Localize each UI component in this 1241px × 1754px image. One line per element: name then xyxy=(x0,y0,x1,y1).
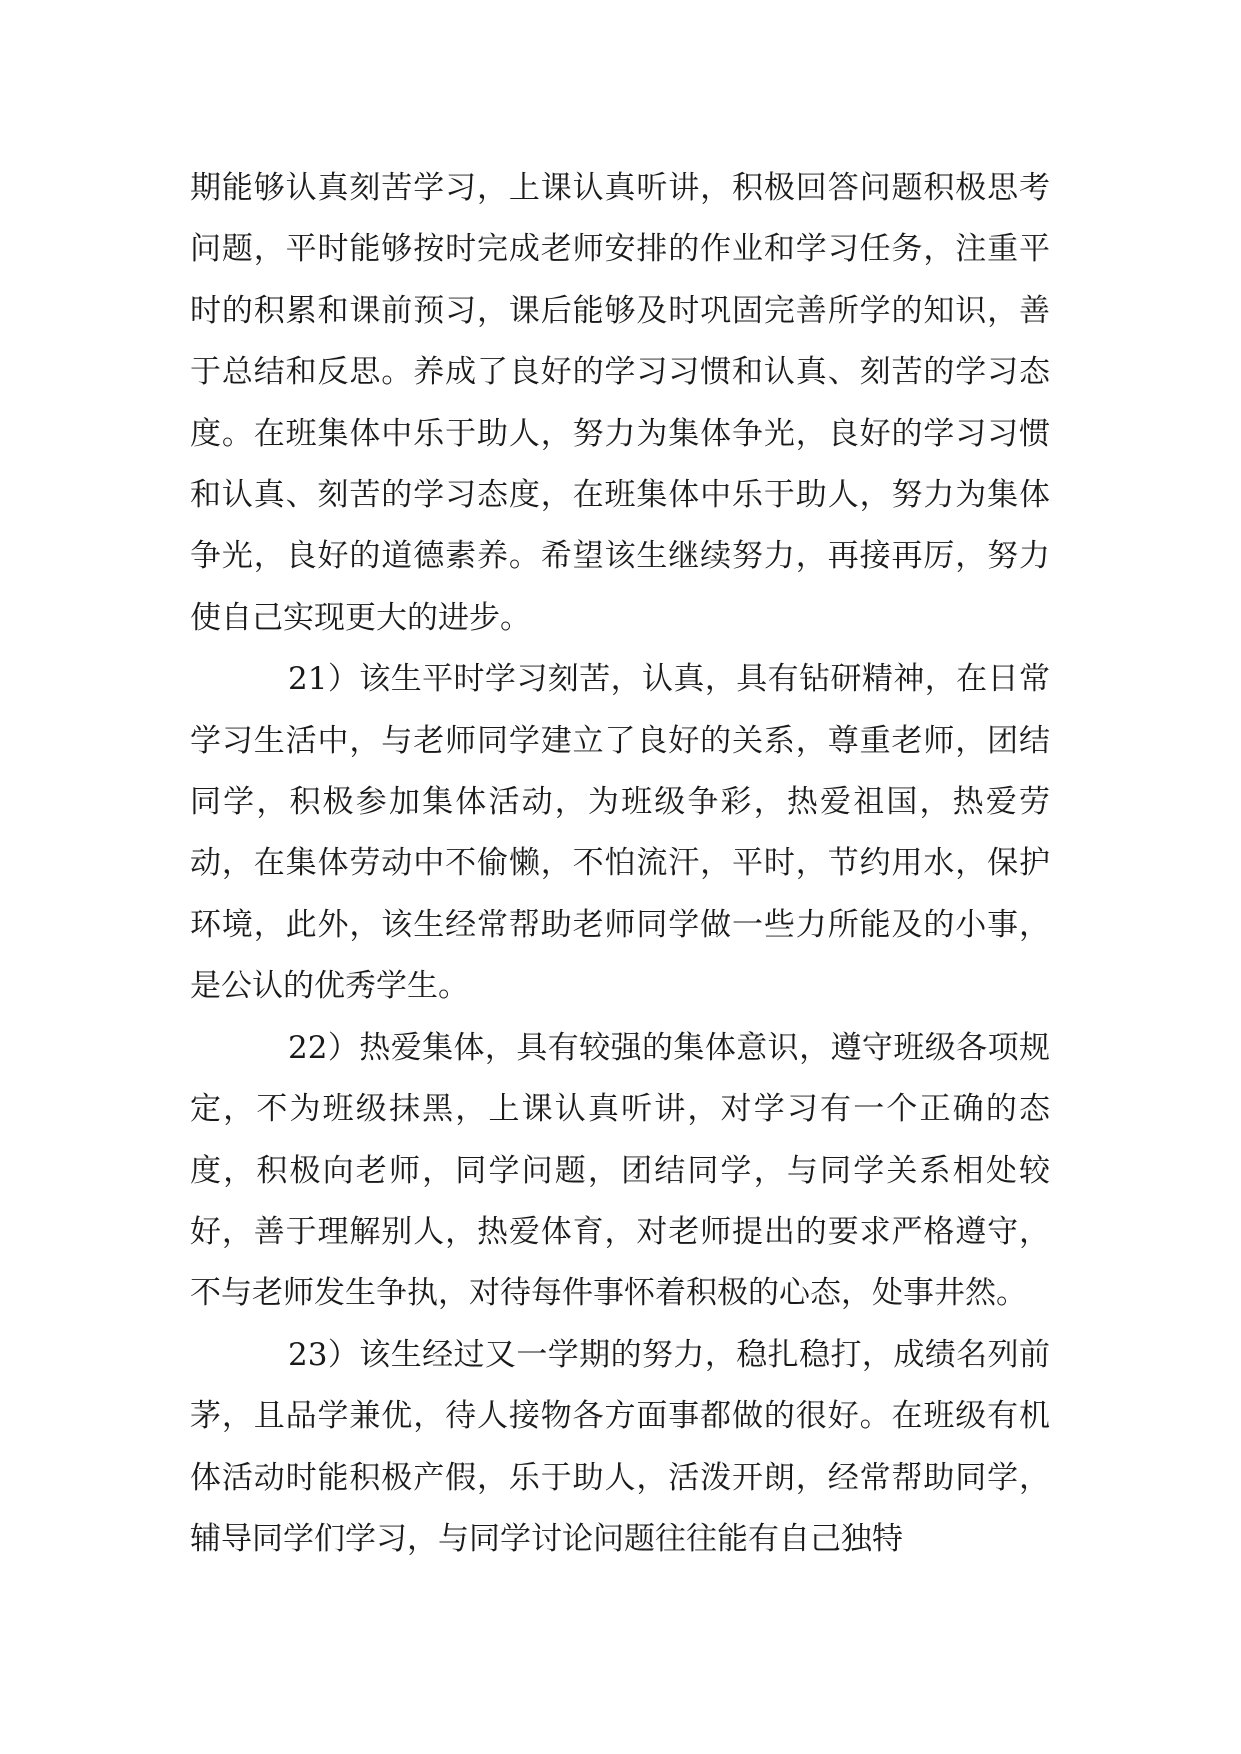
paragraph-continued: 期能够认真刻苦学习，上课认真听讲，积极回答问题积极思考问题，平时能够按时完成老师安排的作业和学习任务，注重平时的积累和课前预习，课后能够及时巩固完善所学的知识，善于总结和反思。养成了良好的学习习惯和认真、刻苦的学习态度。在班集体中乐于助人，努力为集体争光，良好的学习习惯和认真、刻苦的学习态度，在班集体中乐于助人，努力为集体争光，良好的道德素养。希望该生继续努力，再接再厉，努力使自己实现更大的进步。 xyxy=(190,170,1050,636)
paragraph-21: 21）该生平时学习刻苦，认真，具有钻研精神，在日常学习生活中，与老师同学建立了良好的关系，尊重老师，团结同学，积极参加集体活动，为班级争彩，热爱祖国，热爱劳动，在集体劳动中不偷懒，不怕流汗，平时，节约用水，保护环境，此外，该生经常帮助老师同学做一些力所能及的小事，是公认的优秀学生。 xyxy=(190,661,1050,1005)
paragraph-22: 22）热爱集体，具有较强的集体意识，遵守班级各项规定，不为班级抹黑，上课认真听讲，对学习有一个正确的态度，积极向老师，同学问题，团结同学，与同学关系相处较好，善于理解别人，热爱体育，对老师提出的要求严格遵守，不与老师发生争执，对待每件事怀着积极的心态，处事井然。 xyxy=(190,1029,1050,1312)
paragraph-23: 23）该生经过又一学期的努力，稳扎稳打，成绩名列前茅，且品学兼优，待人接物各方面事都做的很好。在班级有机体活动时能积极产假，乐于助人，活泼开朗，经常帮助同学，辅导同学们学习，与同学讨论问题往往能有自己独特 xyxy=(190,1336,1050,1557)
document-body xyxy=(190,158,1050,1570)
